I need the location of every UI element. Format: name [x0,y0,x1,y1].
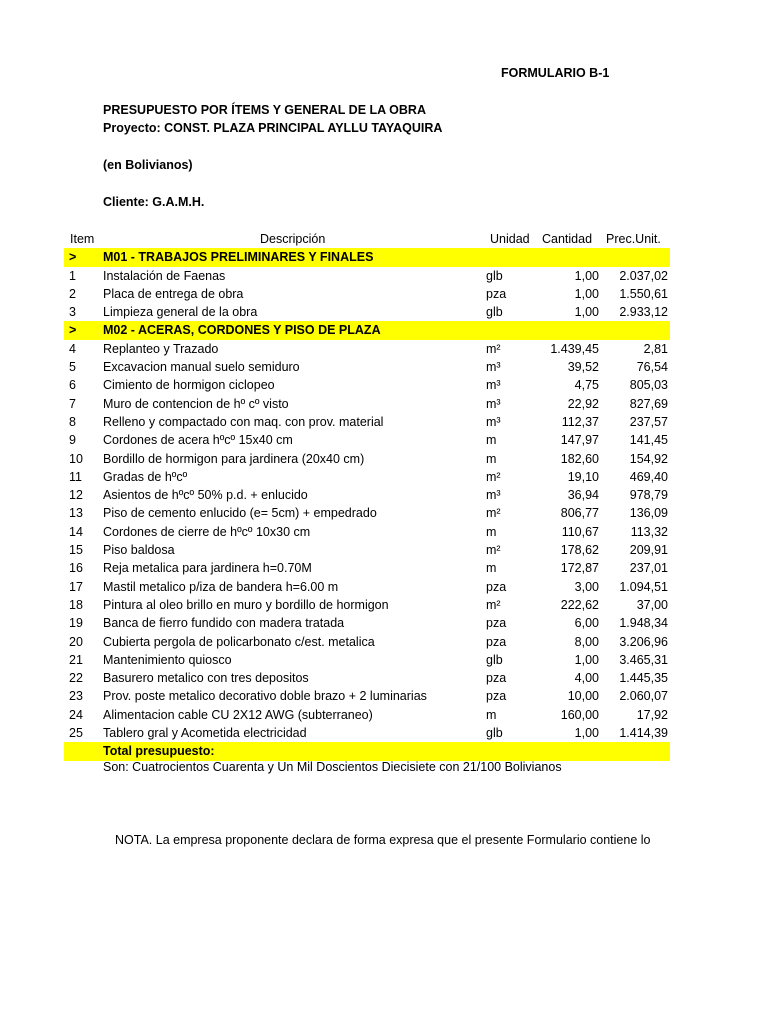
item-unit-price: 76,54 [636,360,668,375]
item-description: Cordones de acera hºcº 15x40 cm [103,433,293,448]
item-description: Alimentacion cable CU 2X12 AWG (subterraneo) [103,707,373,722]
item-quantity: 1,00 [574,268,599,283]
item-quantity: 39,52 [567,360,599,375]
item-unit-price: 805,03 [629,378,668,393]
item-number: 23 [69,689,83,704]
item-unit-price: 1.414,39 [619,726,668,741]
table-row [64,486,670,504]
section-row [64,248,670,266]
header-description: Descripción [260,232,326,246]
item-unit-price: 1.550,61 [619,286,668,301]
item-description: Replanteo y Trazado [103,341,219,356]
item-quantity: 1.439,45 [550,341,599,356]
item-number: 7 [69,396,76,411]
item-unit: pza [486,634,507,649]
table-row [64,358,670,376]
item-description: Mantenimiento quiosco [103,652,232,667]
item-unit-price: 469,40 [629,469,668,484]
table-row [64,614,670,632]
client-name: Cliente: G.A.M.H. [103,195,205,209]
header-item: Item [70,232,95,246]
table-body [64,248,670,742]
item-number: 10 [69,451,83,466]
table-row [64,559,670,577]
item-number: 3 [69,305,76,320]
item-unit: m² [486,506,501,521]
budget-table [64,230,670,761]
item-unit: m² [486,597,501,612]
item-unit: m² [486,543,501,558]
item-quantity: 178,62 [560,543,599,558]
item-number: 2 [69,286,76,301]
table-row [64,267,670,285]
item-unit: m [486,707,497,722]
item-description: Excavacion manual suelo semiduro [103,360,300,375]
item-quantity: 22,92 [567,396,599,411]
section-title: M01 - TRABAJOS PRELIMINARES Y FINALES [103,250,374,265]
item-unit: m³ [486,378,501,393]
total-row [64,742,670,760]
item-unit: m [486,524,497,539]
item-unit-price: 2.037,02 [619,268,668,283]
item-quantity: 1,00 [574,726,599,741]
item-unit: pza [486,286,507,301]
table-row [64,687,670,705]
item-number: 24 [69,707,83,722]
item-unit: glb [486,652,503,667]
item-unit-price: 237,01 [629,561,668,576]
item-quantity: 4,75 [574,378,599,393]
item-number: 17 [69,579,83,594]
item-unit-price: 2.933,12 [619,305,668,320]
item-unit: m³ [486,396,501,411]
item-unit: pza [486,689,507,704]
table-row [64,450,670,468]
item-unit-price: 136,09 [629,506,668,521]
amount-in-words: Son: Cuatrocientos Cuarenta y Un Mil Doscientos Diecisiete con 21/100 Bolivianos [103,760,562,774]
item-description: Cordones de cierre de hºcº 10x30 cm [103,524,311,539]
item-quantity: 112,37 [561,414,599,429]
item-quantity: 222,62 [560,597,599,612]
item-unit: glb [486,305,503,320]
item-unit-price: 113,32 [630,524,668,539]
table-row [64,303,670,321]
item-number: 18 [69,597,83,612]
item-unit: m² [486,341,501,356]
table-row [64,504,670,522]
item-number: 9 [69,433,76,448]
table-row [64,724,670,742]
item-quantity: 1,00 [574,286,599,301]
item-number: 8 [69,414,76,429]
table-row [64,376,670,394]
item-unit: m³ [486,414,501,429]
item-unit-price: 1.445,35 [619,671,668,686]
item-description: Prov. poste metalico decorativo doble brazo + 2 luminarias [103,689,427,704]
section-row [64,321,670,339]
item-unit-price: 1.948,34 [619,616,668,631]
item-unit: m [486,561,497,576]
item-number: 15 [69,543,83,558]
item-description: Cimiento de hormigon ciclopeo [103,378,275,393]
item-description: Tablero gral y Acometida electricidad [103,726,307,741]
table-header [64,230,670,248]
item-description: Limpieza general de la obra [103,305,258,320]
item-number: 25 [69,726,83,741]
item-unit: glb [486,268,503,283]
item-unit-price: 2.060,07 [619,689,668,704]
item-unit: m² [486,469,501,484]
form-code: FORMULARIO B-1 [501,66,610,80]
item-quantity: 182,60 [560,451,599,466]
header-unit-price: Prec.Unit. [606,232,661,246]
item-quantity: 19,10 [567,469,599,484]
item-unit-price: 141,45 [629,433,668,448]
item-number: 12 [69,488,83,503]
item-number: 20 [69,634,83,649]
table-row [64,633,670,651]
table-row [64,596,670,614]
table-row [64,706,670,724]
item-description: Piso baldosa [103,543,175,558]
item-quantity: 36,94 [567,488,599,503]
item-description: Piso de cemento enlucido (e= 5cm) + empedrado [103,506,377,521]
item-description: Mastil metalico p/iza de bandera h=6.00 m [103,579,339,594]
total-label: Total presupuesto: [103,744,215,759]
item-number: 11 [69,469,82,484]
currency-note: (en Bolivianos) [103,158,193,172]
item-unit-price: 17,92 [636,707,668,722]
table-row [64,651,670,669]
item-quantity: 806,77 [560,506,599,521]
header-unit: Unidad [490,232,530,246]
item-quantity: 10,00 [567,689,599,704]
table-row [64,431,670,449]
item-quantity: 1,00 [574,305,599,320]
header-quantity: Cantidad [542,232,593,246]
item-unit: glb [486,726,503,741]
item-unit-price: 209,91 [629,543,668,558]
table-row [64,340,670,358]
item-unit: pza [486,616,507,631]
item-description: Asientos de hºcº 50% p.d. + enlucido [103,488,308,503]
item-unit: m [486,451,497,466]
item-description: Basurero metalico con tres depositos [103,671,309,686]
item-number: 22 [69,671,83,686]
item-number: 21 [69,652,83,667]
section-title: M02 - ACERAS, CORDONES Y PISO DE PLAZA [103,323,381,338]
item-unit: pza [486,579,507,594]
item-quantity: 160,00 [560,707,599,722]
item-unit-price: 827,69 [629,396,668,411]
item-unit-price: 3.465,31 [619,652,668,667]
item-number: 4 [69,341,76,356]
item-quantity: 3,00 [574,579,599,594]
item-quantity: 8,00 [574,634,599,649]
item-description: Relleno y compactado con maq. con prov. material [103,414,384,429]
item-unit-price: 237,57 [629,414,668,429]
item-description: Instalación de Faenas [103,268,226,283]
item-unit-price: 978,79 [629,488,668,503]
item-unit: m³ [486,360,501,375]
item-description: Cubierta pergola de policarbonato c/est. metalica [103,634,375,649]
item-quantity: 4,00 [574,671,599,686]
item-description: Gradas de hºcº [103,469,188,484]
item-unit-price: 1.094,51 [619,579,668,594]
table-row [64,578,670,596]
item-description: Muro de contencion de hº cº visto [103,396,289,411]
item-unit: m³ [486,488,501,503]
item-unit-price: 37,00 [636,597,668,612]
item-unit-price: 154,92 [629,451,668,466]
item-number: 14 [69,524,83,539]
item-description: Bordillo de hormigon para jardinera (20x40 cm) [103,451,365,466]
item-number: 19 [69,616,83,631]
item-quantity: 172,87 [560,561,599,576]
item-description: Reja metalica para jardinera h=0.70M [103,561,312,576]
item-number: 13 [69,506,83,521]
item-quantity: 110,67 [561,524,599,539]
project-name: Proyecto: CONST. PLAZA PRINCIPAL AYLLU TAYAQUIRA [103,121,443,135]
item-number: 5 [69,360,76,375]
item-description: Banca de fierro fundido con madera tratada [103,616,345,631]
item-unit: pza [486,671,507,686]
item-number: 1 [69,268,76,283]
section-marker: > [69,250,77,265]
item-quantity: 1,00 [574,652,599,667]
table-row [64,468,670,486]
table-row [64,541,670,559]
item-description: Pintura al oleo brillo en muro y bordillo de hormigon [103,597,389,612]
item-quantity: 6,00 [574,616,599,631]
item-number: 16 [69,561,83,576]
table-row [64,413,670,431]
note-text: NOTA. La empresa proponente declara de forma expresa que el presente Formulario contiene lo [115,833,651,847]
item-unit-price: 3.206,96 [619,634,668,649]
table-row [64,669,670,687]
item-unit: m [486,433,497,448]
item-number: 6 [69,378,76,393]
table-row [64,395,670,413]
item-description: Placa de entrega de obra [103,286,244,301]
document-title: PRESUPUESTO POR ÍTEMS Y GENERAL DE LA OBRA [103,103,426,117]
item-unit-price: 2,81 [643,341,668,356]
table-row [64,523,670,541]
item-quantity: 147,97 [560,433,599,448]
table-row [64,285,670,303]
section-marker: > [69,323,77,338]
